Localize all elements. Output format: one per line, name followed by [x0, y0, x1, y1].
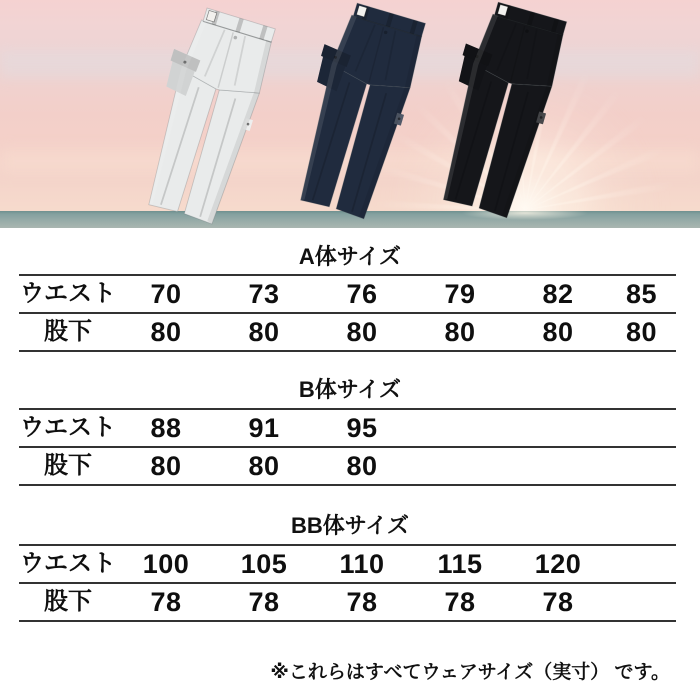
row-label: ウエスト	[19, 545, 117, 583]
size-table-b-title: B体サイズ	[298, 377, 402, 402]
size-cell: 95	[313, 409, 411, 447]
size-cell: 105	[215, 545, 313, 583]
size-cell-empty	[411, 409, 509, 447]
size-table-bb	[0, 513, 700, 622]
size-cell: 80	[150, 317, 182, 347]
size-cell: 80	[542, 317, 574, 347]
size-cell: 80	[625, 317, 658, 347]
row-label: ウエスト	[19, 275, 117, 313]
size-cell-empty	[411, 447, 509, 485]
row-label: 股下	[44, 318, 92, 345]
waist-row	[19, 545, 676, 583]
size-cell: 78	[444, 587, 476, 617]
size-cell: 78	[542, 587, 574, 617]
size-cell: 115	[411, 545, 509, 583]
size-cell: 76	[313, 275, 411, 313]
size-cell: 110	[313, 545, 411, 583]
size-cell-empty	[607, 545, 676, 583]
size-table-bb-title: BB体サイズ	[290, 513, 410, 538]
size-cell-empty	[607, 583, 676, 621]
size-cell: 91	[215, 409, 313, 447]
size-cell-empty	[607, 447, 676, 485]
size-note: ※これらはすべてウェアサイズ（実寸） です。	[270, 662, 670, 683]
size-cell: 100	[117, 545, 215, 583]
size-cell: 78	[248, 587, 280, 617]
waist-row	[19, 275, 676, 313]
product-photo	[0, 0, 700, 228]
inseam-row	[19, 447, 676, 485]
size-tables	[0, 244, 700, 622]
size-cell: 88	[117, 409, 215, 447]
waist-row	[19, 409, 676, 447]
inseam-row	[19, 583, 676, 621]
row-label: 股下	[44, 588, 92, 615]
size-cell: 80	[346, 451, 378, 481]
size-cell: 78	[150, 587, 182, 617]
size-cell: 80	[444, 317, 476, 347]
size-cell: 82	[509, 275, 607, 313]
size-cell: 85	[607, 275, 676, 313]
size-table-b	[0, 377, 700, 486]
size-table-bb-grid	[19, 544, 676, 622]
size-table-b-grid	[19, 408, 676, 486]
size-cell: 79	[411, 275, 509, 313]
size-cell: 80	[150, 451, 182, 481]
size-cell-empty	[509, 409, 607, 447]
size-cell-empty	[509, 447, 607, 485]
size-table-a-grid	[19, 274, 676, 352]
row-label: 股下	[44, 452, 92, 479]
size-cell-empty	[607, 409, 676, 447]
size-table-a	[0, 244, 700, 352]
size-cell: 78	[346, 587, 378, 617]
size-cell: 80	[346, 317, 378, 347]
size-table-a-title: A体サイズ	[298, 244, 402, 269]
row-label: ウエスト	[19, 409, 117, 447]
size-cell: 70	[117, 275, 215, 313]
size-cell: 80	[248, 317, 280, 347]
size-cell: 73	[215, 275, 313, 313]
size-cell: 120	[509, 545, 607, 583]
size-cell: 80	[248, 451, 280, 481]
inseam-row	[19, 313, 676, 351]
